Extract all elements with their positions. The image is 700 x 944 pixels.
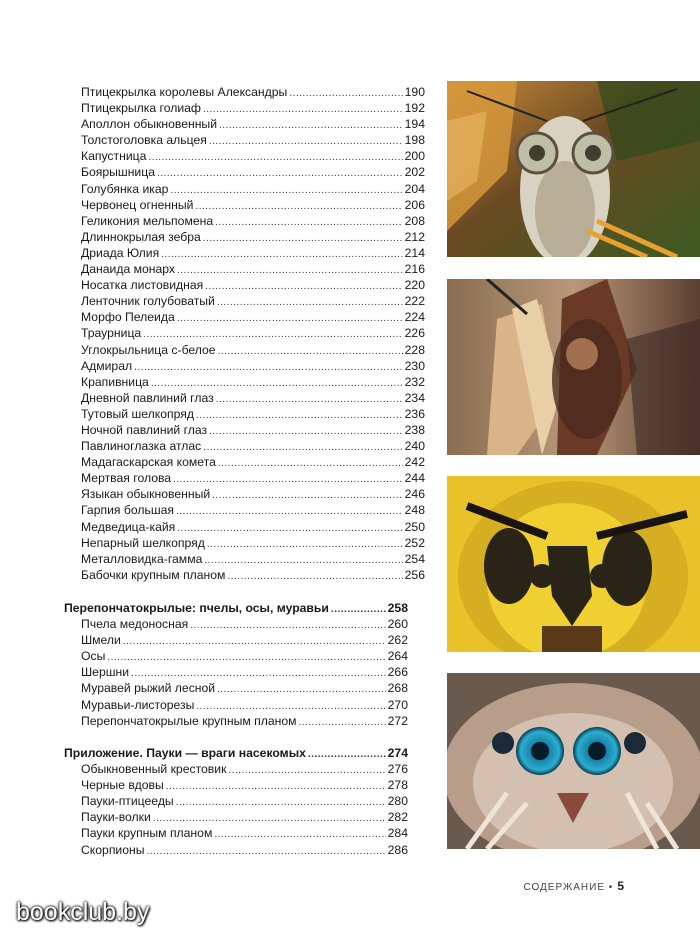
toc-entry bbox=[81, 148, 425, 164]
toc-page-number: 190 bbox=[404, 85, 425, 99]
toc-entry bbox=[64, 761, 408, 777]
toc-entry bbox=[81, 358, 425, 374]
toc-page-number: 264 bbox=[387, 649, 408, 664]
toc-section-title: Приложение. Пауки — враги насекомых bbox=[64, 746, 306, 760]
toc-entry bbox=[64, 777, 408, 793]
toc-entry bbox=[81, 277, 425, 293]
toc-entry bbox=[64, 632, 408, 648]
toc-page-number: 236 bbox=[404, 406, 425, 421]
toc-entry bbox=[81, 519, 425, 535]
toc-entry-title: Траурница bbox=[81, 326, 142, 341]
toc-leader-dots bbox=[177, 521, 402, 535]
toc-page-number: 260 bbox=[387, 617, 408, 632]
toc-leader-dots bbox=[203, 231, 403, 245]
toc-entry-title: Шмели bbox=[81, 633, 121, 648]
toc-leader-dots bbox=[153, 811, 386, 825]
toc-entry bbox=[81, 567, 425, 583]
toc-leader-dots bbox=[299, 715, 386, 729]
footer-bullet: • bbox=[608, 882, 614, 893]
toc-page-number: 238 bbox=[404, 422, 425, 437]
toc-entry-title: Данаида монарх bbox=[81, 262, 176, 277]
toc-page-number: 276 bbox=[387, 762, 408, 777]
toc-page-number: 274 bbox=[387, 746, 408, 760]
toc-entry bbox=[64, 680, 408, 696]
toc-entry-title: Крапивница bbox=[81, 374, 149, 389]
wasp-face-photo bbox=[447, 476, 700, 652]
toc-page-number: 258 bbox=[387, 601, 408, 615]
toc-entry-title: Боярышница bbox=[81, 165, 155, 180]
toc-leader-dots bbox=[196, 408, 403, 422]
toc-leader-dots bbox=[219, 118, 403, 132]
toc-entry bbox=[81, 325, 425, 341]
toc-page-number: 222 bbox=[404, 294, 425, 309]
toc-leader-dots bbox=[176, 504, 403, 518]
toc-leader-dots bbox=[217, 295, 403, 309]
toc-entry bbox=[64, 648, 408, 664]
toc-page-number: 230 bbox=[404, 358, 425, 373]
toc-leader-dots bbox=[190, 618, 385, 632]
toc-page-number: 244 bbox=[404, 471, 425, 486]
toc-entry-title: Черные вдовы bbox=[81, 778, 164, 793]
toc-entry-title: Бабочки крупным планом bbox=[81, 567, 226, 582]
toc-entry-title: Обыкновенный крестовик bbox=[81, 762, 227, 777]
toc-leader-dots bbox=[308, 747, 386, 761]
toc-entry bbox=[81, 132, 425, 148]
toc-page-number: 254 bbox=[404, 551, 425, 566]
toc-page-number: 228 bbox=[404, 342, 425, 357]
toc-entry-title: Толстоголовка альцея bbox=[81, 133, 207, 148]
toc-entry-title: Дневной павлиний глаз bbox=[81, 390, 214, 405]
toc-entry bbox=[81, 470, 425, 486]
toc-page-number: 216 bbox=[404, 262, 425, 277]
toc-entry bbox=[81, 406, 425, 422]
toc-leader-dots bbox=[331, 602, 386, 616]
toc-entry-title: Тутовый шелкопряд bbox=[81, 406, 194, 421]
toc-entry-title: Пчела медоносная bbox=[81, 617, 189, 632]
toc-leader-dots bbox=[214, 827, 385, 841]
toc-section-title: Перепончатокрылые: пчелы, осы, муравьи bbox=[64, 601, 329, 615]
toc-page-number: 212 bbox=[404, 229, 425, 244]
toc-leader-dots bbox=[205, 279, 402, 293]
toc-leader-dots bbox=[166, 779, 386, 793]
toc-page-number: 246 bbox=[404, 487, 425, 502]
toc-leader-dots bbox=[218, 456, 403, 470]
toc-entry bbox=[64, 616, 408, 632]
toc-leader-dots bbox=[161, 247, 402, 261]
toc-page-number: 256 bbox=[404, 567, 425, 582]
toc-page-number: 194 bbox=[404, 117, 425, 132]
toc-entry-title: Птицекрылка королевы Александры bbox=[81, 85, 288, 99]
toc-entry-title: Ночной павлиний глаз bbox=[81, 422, 208, 437]
toc-entry bbox=[81, 454, 425, 470]
toc-leader-dots bbox=[151, 376, 403, 390]
toc-entry-title: Носатка листовидная bbox=[81, 278, 204, 293]
toc-entry bbox=[81, 342, 425, 358]
toc-entry bbox=[81, 486, 425, 502]
toc-entry bbox=[64, 697, 408, 713]
toc-entry bbox=[81, 551, 425, 567]
toc-entry-title: Непарный шелкопряд bbox=[81, 535, 205, 550]
toc-entry bbox=[81, 245, 425, 261]
toc-entry-title: Осы bbox=[81, 649, 106, 664]
toc-section-heading bbox=[64, 745, 408, 761]
toc-entry bbox=[81, 116, 425, 132]
toc-entry-title: Ленточник голубоватый bbox=[81, 294, 215, 309]
toc-page-number: 234 bbox=[404, 390, 425, 405]
toc-leader-dots bbox=[148, 150, 402, 164]
toc-entry bbox=[81, 374, 425, 390]
toc-leader-dots bbox=[215, 215, 403, 229]
toc-entry-title: Пауки-птицееды bbox=[81, 794, 174, 809]
toc-leader-dots bbox=[217, 682, 386, 696]
footer-section-label: СОДЕРЖАНИЕ bbox=[523, 882, 606, 893]
toc-page-number: 272 bbox=[387, 713, 408, 728]
toc-entry-title: Геликония мельпомена bbox=[81, 213, 214, 228]
toc-entry bbox=[64, 793, 408, 809]
toc-entry bbox=[81, 213, 425, 229]
toc-entry bbox=[64, 713, 408, 729]
toc-page-number: 202 bbox=[404, 165, 425, 180]
toc-section-hymenoptera bbox=[64, 600, 408, 729]
toc-page-number: 192 bbox=[404, 101, 425, 116]
toc-page-number: 262 bbox=[387, 633, 408, 648]
toc-entry-title: Гарпия большая bbox=[81, 503, 174, 518]
toc-page-number: 278 bbox=[387, 778, 408, 793]
toc-entry-title: Длиннокрылая зебра bbox=[81, 229, 201, 244]
toc-entry-title: Языкан обыкновенный bbox=[81, 487, 211, 502]
toc-leader-dots bbox=[207, 537, 403, 551]
toc-entry bbox=[81, 164, 425, 180]
toc-entry bbox=[64, 825, 408, 841]
toc-leader-dots bbox=[216, 392, 403, 406]
jumping-spider-photo bbox=[447, 673, 700, 849]
toc-entry-title: Капустница bbox=[81, 149, 147, 164]
toc-entry bbox=[81, 100, 425, 116]
toc-page-number: 268 bbox=[387, 681, 408, 696]
toc-page-number: 214 bbox=[404, 245, 425, 260]
toc-leader-dots bbox=[143, 327, 402, 341]
toc-entry-title: Медведица-кайя bbox=[81, 519, 176, 534]
page-footer bbox=[523, 879, 624, 893]
toc-leader-dots bbox=[107, 650, 385, 664]
toc-entry bbox=[64, 809, 408, 825]
toc-page-number: 270 bbox=[387, 697, 408, 712]
toc-leader-dots bbox=[123, 634, 386, 648]
toc-page-number: 240 bbox=[404, 439, 425, 454]
toc-leader-dots bbox=[170, 183, 402, 197]
toc-entry bbox=[81, 84, 425, 100]
toc-entry bbox=[81, 502, 425, 518]
toc-leader-dots bbox=[176, 795, 386, 809]
toc-entry-title: Адмирал bbox=[81, 358, 133, 373]
toc-entry-title: Скорпионы bbox=[81, 842, 145, 857]
toc-leader-dots bbox=[131, 666, 386, 680]
toc-leader-dots bbox=[209, 134, 403, 148]
toc-entry-title: Морфо Пелеида bbox=[81, 310, 175, 325]
toc-leader-dots bbox=[228, 763, 385, 777]
toc-page-number: 208 bbox=[404, 213, 425, 228]
toc-page-number: 220 bbox=[404, 278, 425, 293]
toc-leader-dots bbox=[204, 553, 402, 567]
toc-entry-title: Пауки крупным планом bbox=[81, 826, 213, 841]
toc-leader-dots bbox=[209, 424, 403, 438]
toc-entry-title: Металловидка-гамма bbox=[81, 551, 203, 566]
toc-section-heading bbox=[64, 600, 408, 616]
toc-entry-title: Голубянка икар bbox=[81, 181, 169, 196]
toc-entry-title: Павлиноглазка атлас bbox=[81, 439, 202, 454]
toc-page-number: 198 bbox=[404, 133, 425, 148]
toc-entry-title: Мертвая голова bbox=[81, 471, 172, 486]
toc-leader-dots bbox=[212, 488, 403, 502]
toc-entry-title: Птицекрылка голиаф bbox=[81, 101, 201, 116]
toc-page-number: 250 bbox=[404, 519, 425, 534]
toc-leader-dots bbox=[147, 844, 386, 858]
toc-entry-title: Мадагаскарская комета bbox=[81, 455, 216, 470]
toc-entry bbox=[81, 293, 425, 309]
toc-page-number: 284 bbox=[387, 826, 408, 841]
toc-page-number: 280 bbox=[387, 794, 408, 809]
toc-page-number: 232 bbox=[404, 374, 425, 389]
toc-page-number: 206 bbox=[404, 197, 425, 212]
toc-entry-title: Муравей рыжий лесной bbox=[81, 681, 216, 696]
toc-page-number: 204 bbox=[404, 181, 425, 196]
toc-page-number: 200 bbox=[404, 149, 425, 164]
toc-leader-dots bbox=[196, 699, 385, 713]
toc-entry-title: Аполлон обыкновенный bbox=[81, 117, 217, 132]
toc-entry bbox=[81, 261, 425, 277]
toc-leader-dots bbox=[289, 86, 402, 100]
toc-page-number: 226 bbox=[404, 326, 425, 341]
toc-page-number: 282 bbox=[387, 810, 408, 825]
toc-entry-title: Муравьи-листорезы bbox=[81, 697, 195, 712]
toc-section-spiders bbox=[64, 745, 408, 858]
toc-entry bbox=[64, 842, 408, 858]
toc-entry bbox=[81, 438, 425, 454]
toc-page-number: 266 bbox=[387, 665, 408, 680]
toc-page-number: 242 bbox=[404, 455, 425, 470]
toc-leader-dots bbox=[203, 102, 403, 116]
toc-group-butterflies bbox=[81, 84, 425, 583]
toc-entry bbox=[81, 422, 425, 438]
toc-entry bbox=[81, 309, 425, 325]
toc-entry-title: Пауки-волки bbox=[81, 810, 151, 825]
butterfly-head-photo bbox=[447, 81, 700, 257]
toc-leader-dots bbox=[227, 569, 402, 583]
toc-entry-title: Шершни bbox=[81, 665, 130, 680]
toc-entry-title: Перепончатокрылые крупным планом bbox=[81, 713, 297, 728]
toc-page-number: 252 bbox=[404, 535, 425, 550]
toc-entry bbox=[81, 229, 425, 245]
toc-entry-title: Дриада Юлия bbox=[81, 245, 160, 260]
toc-leader-dots bbox=[134, 360, 403, 374]
toc-page-number: 248 bbox=[404, 503, 425, 518]
toc-leader-dots bbox=[195, 199, 402, 213]
toc-entry-title: Углокрыльница с-белое bbox=[81, 342, 216, 357]
toc-entry bbox=[81, 181, 425, 197]
toc-leader-dots bbox=[203, 440, 402, 454]
moth-closeup-photo bbox=[447, 279, 700, 455]
toc-entry bbox=[64, 664, 408, 680]
watermark: bookclub.by bbox=[16, 898, 150, 926]
toc-page-number: 286 bbox=[387, 842, 408, 857]
toc-page-number: 224 bbox=[404, 310, 425, 325]
toc-entry bbox=[81, 197, 425, 213]
toc-entry-title: Червонец огненный bbox=[81, 197, 194, 212]
toc-leader-dots bbox=[157, 166, 403, 180]
toc-entry bbox=[81, 390, 425, 406]
toc-leader-dots bbox=[177, 311, 403, 325]
toc-entry bbox=[81, 535, 425, 551]
toc-leader-dots bbox=[218, 344, 403, 358]
toc-leader-dots bbox=[177, 263, 403, 277]
page-number: 5 bbox=[617, 879, 624, 893]
toc-leader-dots bbox=[173, 472, 403, 486]
